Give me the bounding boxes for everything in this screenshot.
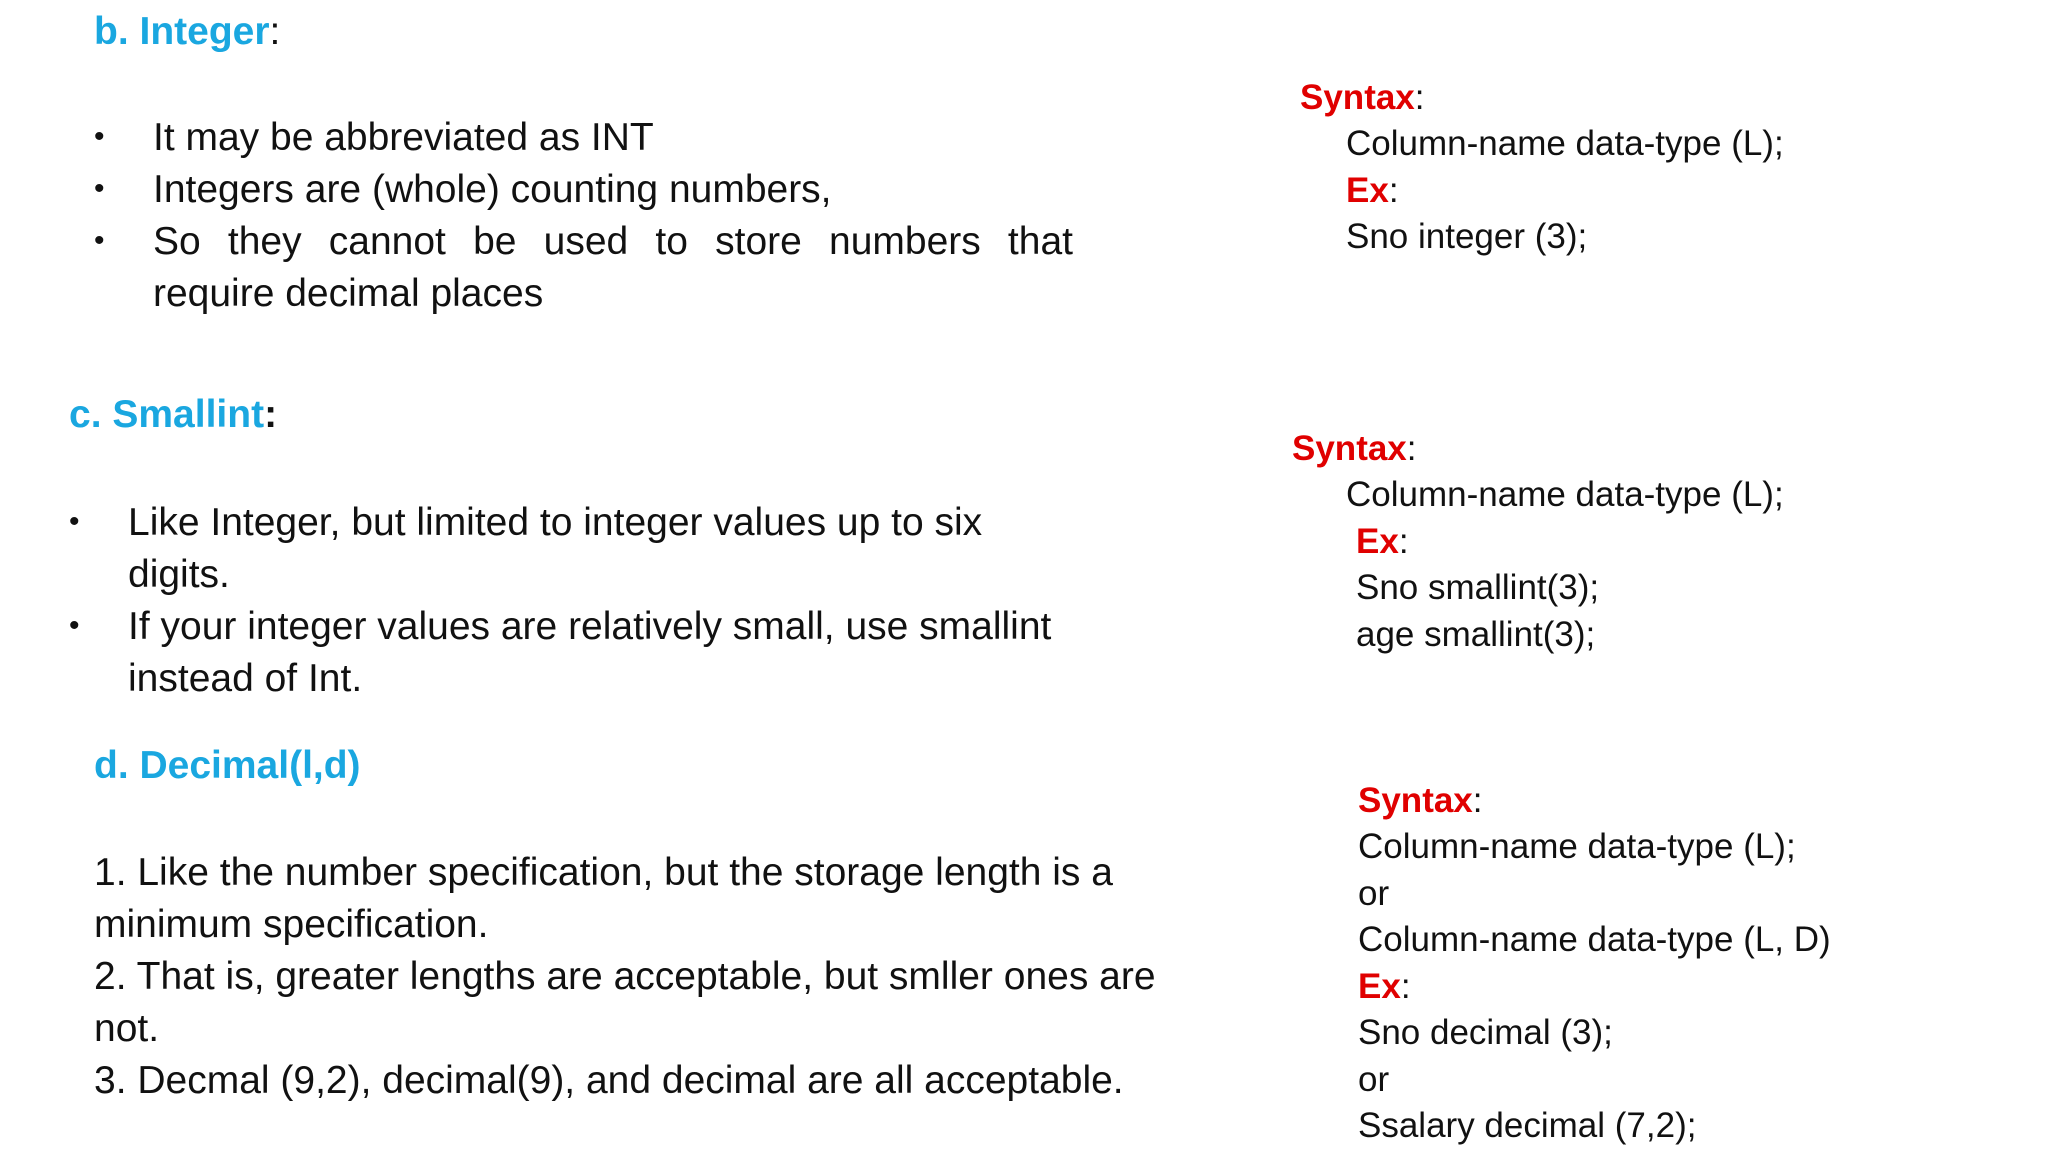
bullet-dot: • bbox=[69, 609, 80, 642]
smallint-example-2: age smallint(3); bbox=[1356, 615, 1596, 654]
integer-syntax-label bbox=[1300, 75, 1425, 122]
bullet-dot: • bbox=[94, 172, 105, 205]
decimal-ex-label bbox=[1358, 964, 1411, 1011]
decimal-example-1: Sno decimal (3); bbox=[1358, 1013, 1613, 1052]
integer-heading-colon: : bbox=[269, 10, 281, 53]
decimal-syntax-label bbox=[1358, 778, 1483, 825]
smallint-bullet-2-continued: instead of Int. bbox=[128, 657, 363, 700]
decimal-line-1: 1. Like the number specification, but the storage length is a bbox=[94, 851, 1113, 894]
smallint-heading-text: c. Smallint bbox=[69, 393, 265, 436]
ex-keyword: Ex bbox=[1346, 171, 1389, 210]
integer-bullet-3-continued: require decimal places bbox=[153, 272, 544, 315]
smallint-heading bbox=[69, 393, 277, 437]
smallint-syntax-label bbox=[1292, 426, 1417, 473]
smallint-ex-label bbox=[1356, 519, 1409, 566]
syntax-colon: : bbox=[1414, 78, 1425, 117]
smallint-bullet-2: If your integer values are relatively small, use smallint bbox=[128, 605, 1052, 648]
bullet-dot: • bbox=[69, 505, 80, 538]
ex-colon: : bbox=[1388, 171, 1399, 210]
integer-heading bbox=[94, 10, 280, 54]
decimal-or-1: or bbox=[1358, 874, 1390, 913]
syntax-colon: : bbox=[1406, 429, 1417, 468]
smallint-heading-colon: : bbox=[264, 393, 278, 436]
integer-bullet-2: Integers are (whole) counting numbers, bbox=[153, 168, 832, 211]
syntax-keyword: Syntax bbox=[1358, 781, 1473, 820]
smallint-bullet-1: Like Integer, but limited to integer values up to six bbox=[128, 501, 983, 544]
smallint-bullet-1-continued: digits. bbox=[128, 553, 230, 596]
decimal-syntax-line-1: Column-name data-type (L); bbox=[1358, 827, 1796, 866]
ex-colon: : bbox=[1398, 522, 1409, 561]
syntax-keyword: Syntax bbox=[1300, 78, 1415, 117]
syntax-colon: : bbox=[1472, 781, 1483, 820]
bullet-dot: • bbox=[94, 224, 105, 257]
ex-keyword: Ex bbox=[1358, 967, 1401, 1006]
decimal-line-3: 3. Decmal (9,2), decimal(9), and decimal are all acceptable. bbox=[94, 1059, 1124, 1102]
integer-ex-label bbox=[1346, 168, 1399, 215]
integer-syntax-line: Column-name data-type (L); bbox=[1346, 124, 1784, 163]
decimal-line-2: 2. That is, greater lengths are acceptable, but smller ones are bbox=[94, 955, 1156, 998]
integer-bullet-3: So they cannot be used to store numbers that bbox=[153, 220, 1073, 263]
bullet-dot: • bbox=[94, 120, 105, 153]
decimal-line-1-continued: minimum specification. bbox=[94, 903, 489, 946]
ex-colon: : bbox=[1400, 967, 1411, 1006]
decimal-line-2-continued: not. bbox=[94, 1007, 160, 1050]
ex-keyword: Ex bbox=[1356, 522, 1399, 561]
decimal-example-2: Ssalary decimal (7,2); bbox=[1358, 1106, 1697, 1145]
decimal-or-2: or bbox=[1358, 1060, 1390, 1099]
integer-example-1: Sno integer (3); bbox=[1346, 217, 1588, 256]
decimal-heading: d. Decimal(l,d) bbox=[94, 744, 361, 787]
integer-heading-text: b. Integer bbox=[94, 10, 270, 53]
smallint-syntax-line: Column-name data-type (L); bbox=[1346, 475, 1784, 514]
smallint-example-1: Sno smallint(3); bbox=[1356, 568, 1600, 607]
decimal-syntax-line-2: Column-name data-type (L, D) bbox=[1358, 920, 1831, 959]
syntax-keyword: Syntax bbox=[1292, 429, 1407, 468]
integer-bullet-1: It may be abbreviated as INT bbox=[153, 116, 654, 159]
